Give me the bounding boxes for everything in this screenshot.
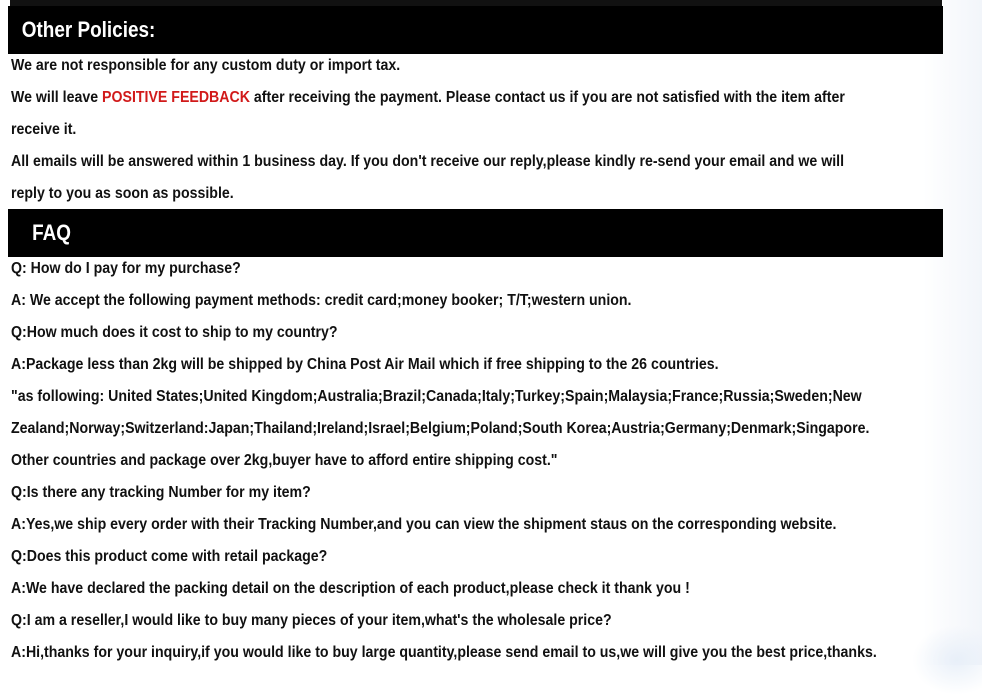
faq-line: A: We accept the following payment methods: credit card;money booker; T/T;western union. <box>11 292 632 309</box>
faq-title: FAQ <box>32 220 71 245</box>
faq-line: A:Hi,thanks for your inquiry,if you would like to buy large quantity,please send email to us,we will give you the best price,thanks. <box>11 644 877 661</box>
other-policies-title: Other Policies: <box>21 17 156 42</box>
faq-line: Zealand;Norway;Switzerland:Japan;Thailand;Ireland;Israel;Belgium;Poland;South Korea;Austria;Germany;Denmark;Singapore. <box>11 420 870 437</box>
policy-line-custom-duty: We are not responsible for any custom duty or import tax. <box>11 57 401 74</box>
feedback-prefix: We will leave <box>11 89 99 106</box>
corner-glare <box>912 625 982 695</box>
policy-line-feedback-cont: receive it. <box>11 121 77 138</box>
faq-line: A:Package less than 2kg will be shipped by China Post Air Mail which if free shipping to the 26 countries. <box>11 356 719 373</box>
faq-line: Q:How much does it cost to ship to my country? <box>11 324 338 341</box>
faq-line: Q: How do I pay for my purchase? <box>11 260 241 277</box>
faq-line: A:We have declared the packing detail on the description of each product,please check it thank you ! <box>11 580 690 597</box>
other-policies-header <box>8 6 943 54</box>
policy-line-emails-cont: reply to you as soon as possible. <box>11 185 234 202</box>
policy-line-feedback <box>11 89 845 107</box>
faq-header <box>8 209 943 257</box>
feedback-suffix: after receiving the payment. Please contact us if you are not satisfied with the item after <box>253 89 845 106</box>
faq-line: Q:I am a reseller,I would like to buy many pieces of your item,what's the wholesale price? <box>11 612 612 629</box>
faq-line: Q:Does this product come with retail package? <box>11 548 328 565</box>
faq-line: A:Yes,we ship every order with their Tracking Number,and you can view the shipment staus on the corresponding website. <box>11 516 837 533</box>
faq-line: Other countries and package over 2kg,buyer have to afford entire shipping cost." <box>11 452 558 469</box>
faq-line: Q:Is there any tracking Number for my item? <box>11 484 311 501</box>
faq-line: "as following: United States;United Kingdom;Australia;Brazil;Canada;Italy;Turkey;Spain;Malaysia;France;Russia;Sweden;New <box>11 388 862 405</box>
positive-feedback-highlight: POSITIVE FEEDBACK <box>102 89 250 106</box>
policy-line-emails: All emails will be answered within 1 business day. If you don't receive our reply,please kindly re-send your email and we will <box>11 153 845 170</box>
